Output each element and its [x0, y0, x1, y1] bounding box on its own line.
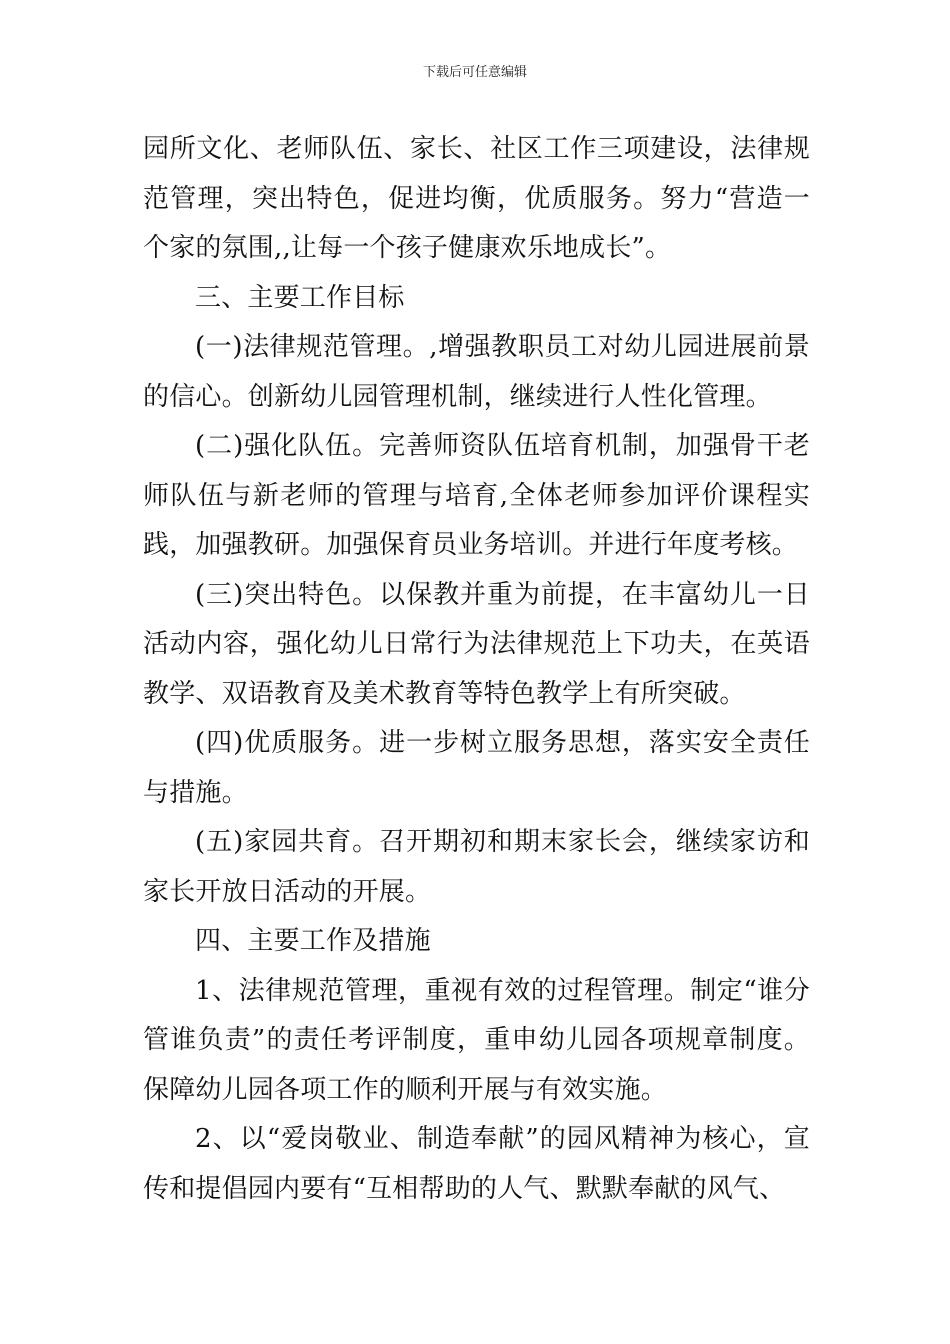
paragraph-goal-2: (二)强化队伍。完善师资队伍培育机制，加强骨干老师队伍与新老师的管理与培育,全体老师参加评价课程实践，加强教研。加强保育员业务培训。并进行年度考核。 — [143, 431, 810, 560]
paragraph-measure-1: 1、法律规范管理，重视有效的过程管理。制定“谁分管谁负责”的责任考评制度，重申幼儿园各项规章制度。保障幼儿园各项工作的顺利开展与有效实施。 — [143, 975, 810, 1105]
paragraph-goal-5: (五)家园共育。召开期初和期末家长会，继续家访和家长开放日活动的开展。 — [143, 827, 810, 907]
page-header: 下载后可任意编辑 — [422, 65, 527, 80]
section-heading-measures: 四、主要工作及措施 — [195, 926, 431, 956]
section-heading-goals: 三、主要工作目标 — [195, 282, 405, 313]
paragraph-1: 园所文化、老师队伍、家长、社区工作三项建设，法律规范管理，突出特色，促进均衡，优质服务。努力“营造一个家的氛围,,让每一个孩子健康欢乐地成长”。 — [143, 134, 810, 263]
paragraph-goal-3: (三)突出特色。以保教并重为前提，在丰富幼儿一日活动内容，强化幼儿日常行为法律规范上下功夫，在英语教学、双语教育及美术教育等特色教学上有所突破。 — [143, 579, 810, 709]
paragraph-goal-4: (四)优质服务。进一步树立服务思想，落实安全责任与措施。 — [143, 728, 810, 808]
paragraph-measure-2: 2、以“爱岗敬业、制造奉献”的园风精神为核心，宣传和提倡园内要有“互相帮助的人气、默默奉献的风气、 — [143, 1124, 810, 1204]
paragraph-goal-1: (一)法律规范管理。,增强教职员工对幼儿园进展前景的信心。创新幼儿园管理机制，继续进行人性化管理。 — [143, 332, 810, 412]
document-body — [143, 125, 810, 1214]
